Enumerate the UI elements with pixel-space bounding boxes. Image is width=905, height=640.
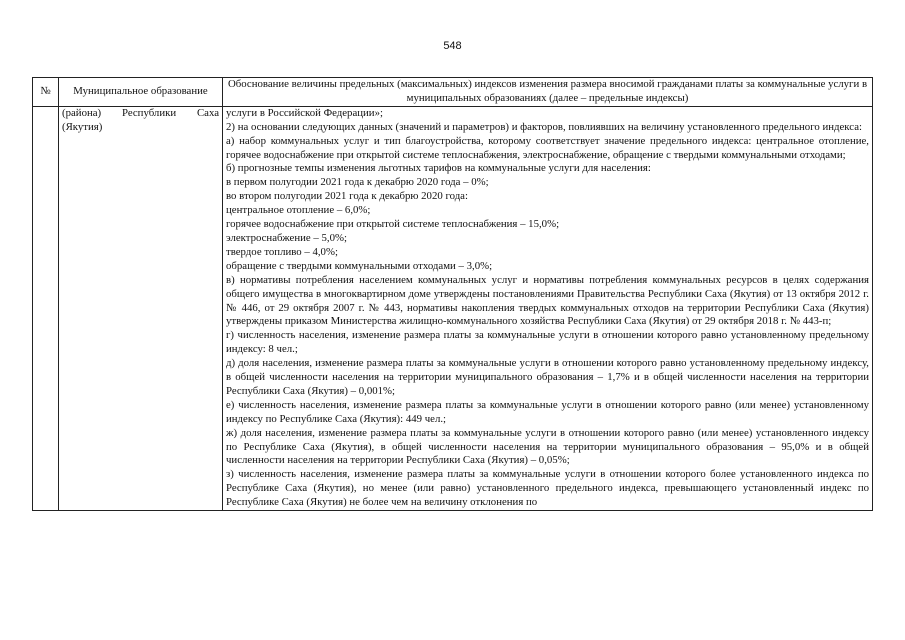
paragraph: твердое топливо – 4,0%; bbox=[226, 245, 338, 258]
table-row bbox=[33, 106, 873, 510]
paragraph: электроснабжение – 5,0%; bbox=[226, 231, 347, 244]
header-number: № bbox=[33, 78, 59, 107]
paragraph: з) численность населения, изменение размера платы за коммунальные услуги в отношении которого более установленного индекса по Республике Саха (Якутия), но менее (или равно) установленного предельного индекса, превышающего установленный индекс по Республике Саха (Якутия) не более чем на величину отклонения по bbox=[226, 468, 869, 509]
paragraph: центральное отопление – 6,0%; bbox=[226, 204, 371, 217]
paragraph: во втором полугодии 2021 года к декабрю 2020 года: bbox=[226, 190, 468, 203]
paragraph: горячее водоснабжение при открытой системе теплоснабжения – 15,0%; bbox=[226, 218, 560, 231]
paragraph: 2) на основании следующих данных (значений и параметров) и факторов, повлиявших на величину установленного предельного индекса: bbox=[226, 120, 862, 133]
justification-cell bbox=[223, 106, 873, 510]
header-municipality: Муниципальное образование bbox=[59, 78, 223, 107]
paragraph: услуги в Российской Федерации»; bbox=[226, 106, 383, 119]
paragraph: в первом полугодии 2021 года к декабрю 2020 года – 0%; bbox=[226, 176, 489, 189]
municipality-cell: (района) Республики Саха (Якутия) bbox=[59, 106, 223, 510]
paragraph: в) нормативы потребления населением коммунальных услуг и нормативы потребления коммунальных ресурсов в целях содержания общего имущества в многоквартирном доме утверждены постановлениями Правительства Республики Саха (Якутия) от 13 октября 2012 г. № 446, от 29 октября 2007 г. № 443, нормативы накопления твердых коммунальных отходов на территории Республики Саха (Якутия) утверждены приказом Министерства жилищно-коммунального хозяйства Республики Саха (Якутия) от 29 октября 2018 г. № 443-п; bbox=[226, 273, 869, 328]
paragraph: а) набор коммунальных услуг и тип благоустройства, которому соответствует значение предельного индекса: центральное отопление, горячее водоснабжение при открытой системе теплоснабжения, электроснабжение, обращение с твердыми коммунальными отходами; bbox=[226, 134, 869, 161]
paragraph: г) численность населения, изменение размера платы за коммунальные услуги в отношении которого равно установленному предельному индексу: 8 чел.; bbox=[226, 329, 869, 356]
document-table bbox=[32, 77, 873, 511]
table-header-row bbox=[33, 78, 873, 107]
paragraph: е) численность населения, изменение размера платы за коммунальные услуги в отношении которого равно (или менее) установленному индексу по Республике Саха (Якутия): 449 чел.; bbox=[226, 398, 869, 425]
row-number-cell bbox=[33, 106, 59, 510]
paragraph: б) прогнозные темпы изменения льготных тарифов на коммунальные услуги для населения: bbox=[226, 162, 651, 175]
paragraph: д) доля населения, изменение размера платы за коммунальные услуги в отношении которого равно установленному предельному индексу, в общей численности населения на территории муниципального образования – 1,7% и в общей численности населения на территории Республики Саха (Якутия) – 0,001%; bbox=[226, 357, 869, 397]
page-number: 548 bbox=[443, 40, 462, 52]
header-justification: Обоснование величины предельных (максимальных) индексов изменения размера вносимой гражданами платы за коммунальные услуги в муниципальных образованиях (далее – предельные индексы) bbox=[223, 78, 873, 107]
paragraph: обращение с твердыми коммунальными отходами – 3,0%; bbox=[226, 259, 493, 272]
paragraph: ж) доля населения, изменение размера платы за коммунальные услуги в отношении которого равно (или менее) установленного индексу по Республике Саха (Якутия), в общей численности населения на территории муниципального образования – 95,0% и в общей численности населения на территории Республики Саха (Якутия) – 0,05%; bbox=[226, 426, 869, 467]
